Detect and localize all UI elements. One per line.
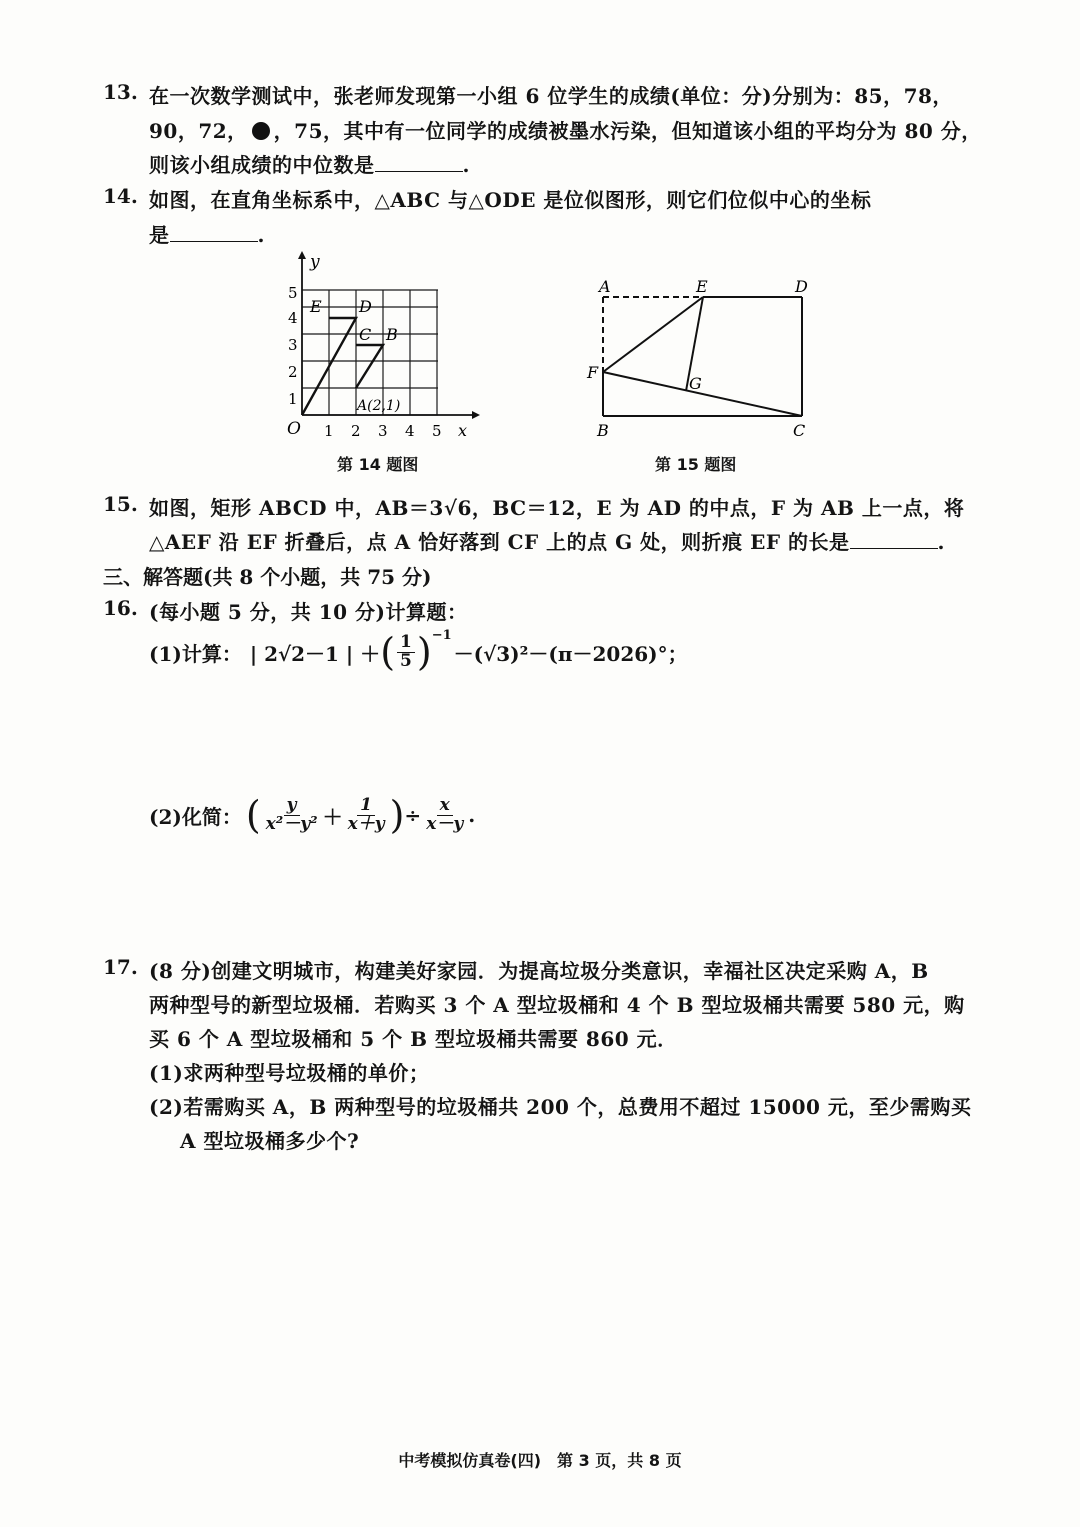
q16-p2-frac3	[423, 794, 466, 834]
fig14-x-label: x	[458, 421, 468, 440]
section-3-heading: 三、解答题(共 8 个小题，共 75 分)	[103, 565, 432, 589]
q14-end: .	[257, 223, 265, 247]
y-tick-3: 3	[288, 336, 298, 354]
q16-p1-paren-open: (	[380, 630, 396, 674]
q15-line1: 如图，矩形 ABCD 中，AB＝3√6，BC＝12，E 为 AD 的中点，F 为 AB 上一点，将	[149, 496, 965, 520]
fig14-origin: O	[287, 419, 301, 439]
q17-line3: 买 6 个 A 型垃圾桶和 5 个 B 型垃圾桶共需要 860 元．	[149, 1027, 678, 1051]
fig15-label-C: C	[793, 421, 806, 440]
q15-end: .	[937, 530, 946, 554]
fig14-label-B: B	[386, 325, 398, 344]
fig14-label-A: A(2,1)	[357, 398, 401, 414]
fig15-label-E: E	[696, 277, 708, 296]
segment-FE	[603, 297, 703, 372]
figure-14-coordinate-grid	[280, 245, 490, 445]
q13-line3-text: 则该小组成绩的中位数是	[149, 153, 375, 177]
fig15-label-B: B	[597, 421, 609, 440]
q15-answer-blank[interactable]	[850, 530, 938, 549]
q15-line2	[149, 526, 945, 555]
q16-p1-fraction	[397, 631, 415, 671]
triangle-ABC	[356, 345, 383, 388]
q16-p2-end: .	[468, 803, 476, 827]
q16-p1-frac-den: 5	[400, 650, 412, 671]
figure-15-rectangle	[582, 270, 822, 445]
q13-line2a: 90，72，	[149, 119, 248, 143]
y-tick-4: 4	[288, 309, 298, 327]
fig15-label-G: G	[689, 374, 702, 393]
q17-line1: (8 分)创建文明城市，构建美好家园．为提高垃圾分类意识，幸福社区决定采购 A，B	[149, 959, 929, 983]
q17-sub2-line2: A 型垃圾桶多少个?	[180, 1129, 360, 1153]
q16-p2-div: ÷	[404, 803, 422, 827]
q17-sub1: (1)求两种型号垃圾桶的单价；	[149, 1061, 430, 1085]
q14-answer-blank[interactable]	[170, 223, 258, 242]
q16-p2-paren-close: )	[389, 793, 405, 837]
q16-line1: (每小题 5 分，共 10 分)计算题：	[149, 600, 468, 624]
q16-p1-abs: | 2√2－1 | ＋	[249, 641, 381, 666]
q17-line2: 两种型号的新型垃圾桶．若购买 3 个 A 型垃圾桶和 4 个 B 型垃圾桶共需要 580 元，购	[149, 993, 965, 1017]
fig15-label-A: A	[599, 277, 611, 296]
fig14-label-E: E	[310, 297, 322, 316]
q16-p2-frac3-num: x	[437, 797, 453, 816]
q15-number: 15.	[103, 492, 138, 516]
q17-number: 17.	[103, 955, 138, 979]
fig15-caption: 第 15 题图	[655, 455, 737, 474]
q16-p1-paren-close: )	[416, 630, 432, 674]
q17-sub2-line1: (2)若需购买 A，B 两种型号的垃圾桶共 200 个，总费用不超过 15000 元，至少需购买	[149, 1095, 972, 1119]
q13-line3	[149, 149, 470, 178]
q16-p1-exponent: −1	[431, 628, 452, 643]
q16-p2-paren-open: (	[245, 793, 261, 837]
q13-end: .	[462, 153, 470, 177]
y-tick-5: 5	[288, 284, 298, 302]
q16-p1-frac-num: 1	[397, 634, 415, 653]
fig14-caption: 第 14 题图	[337, 455, 419, 474]
q16-part1	[149, 630, 688, 674]
fig15-label-D: D	[795, 277, 808, 296]
q16-p2-frac2	[345, 794, 388, 834]
q16-p2-frac1	[263, 794, 321, 834]
q16-p2-frac2-den: x＋y	[347, 813, 385, 834]
q16-p1-rest: －(√3)²－(π－2026)°；	[453, 641, 688, 666]
x-tick-2: 2	[351, 422, 361, 440]
q13-number: 13.	[103, 80, 138, 104]
x-tick-5: 5	[432, 422, 442, 440]
q13-line2b: ，75，其中有一位同学的成绩被墨水污染，但知道该小组的平均分为 80 分，	[273, 119, 982, 143]
q13-answer-blank[interactable]	[375, 153, 463, 172]
x-tick-1: 1	[324, 422, 334, 440]
q16-p2-frac1-num: y	[284, 797, 300, 816]
x-tick-3: 3	[378, 422, 388, 440]
segment-FC	[603, 372, 802, 416]
q16-p2-label: (2)化简：	[149, 804, 242, 829]
fig14-label-C: C	[359, 325, 372, 344]
q14-line2-text: 是	[149, 223, 170, 247]
y-tick-1: 1	[288, 390, 298, 408]
q16-p1-label: (1)计算：	[149, 641, 242, 666]
q14-number: 14.	[103, 184, 138, 208]
q16-p2-frac2-num: 1	[357, 797, 375, 816]
q16-p2-frac3-den: x－y	[426, 813, 464, 834]
fig15-label-F: F	[587, 363, 599, 382]
q16-part2	[149, 790, 475, 840]
q16-number: 16.	[103, 596, 138, 620]
q13-line1: 在一次数学测试中，张老师发现第一小组 6 位学生的成绩(单位：分)分别为：85，78，	[149, 84, 953, 108]
q16-p2-plus: ＋	[322, 804, 343, 829]
q14-line1: 如图，在直角坐标系中，△ABC 与△ODE 是位似图形，则它们位似中心的坐标	[149, 188, 872, 212]
ink-blot-icon	[252, 122, 270, 140]
q14-line2	[149, 219, 265, 248]
y-tick-2: 2	[288, 363, 298, 381]
fig14-y-label: y	[310, 252, 320, 272]
page-footer: 中考模拟仿真卷(四) 第 3 页，共 8 页	[398, 1451, 682, 1470]
q13-line2	[149, 115, 982, 144]
q15-line2-text: △AEF 沿 EF 折叠后，点 A 恰好落到 CF 上的点 G 处，则折痕 EF 的长是	[149, 530, 850, 554]
x-tick-4: 4	[405, 422, 415, 440]
q16-p2-frac1-den: x²－y²	[265, 813, 318, 834]
fig14-label-D: D	[359, 297, 372, 316]
